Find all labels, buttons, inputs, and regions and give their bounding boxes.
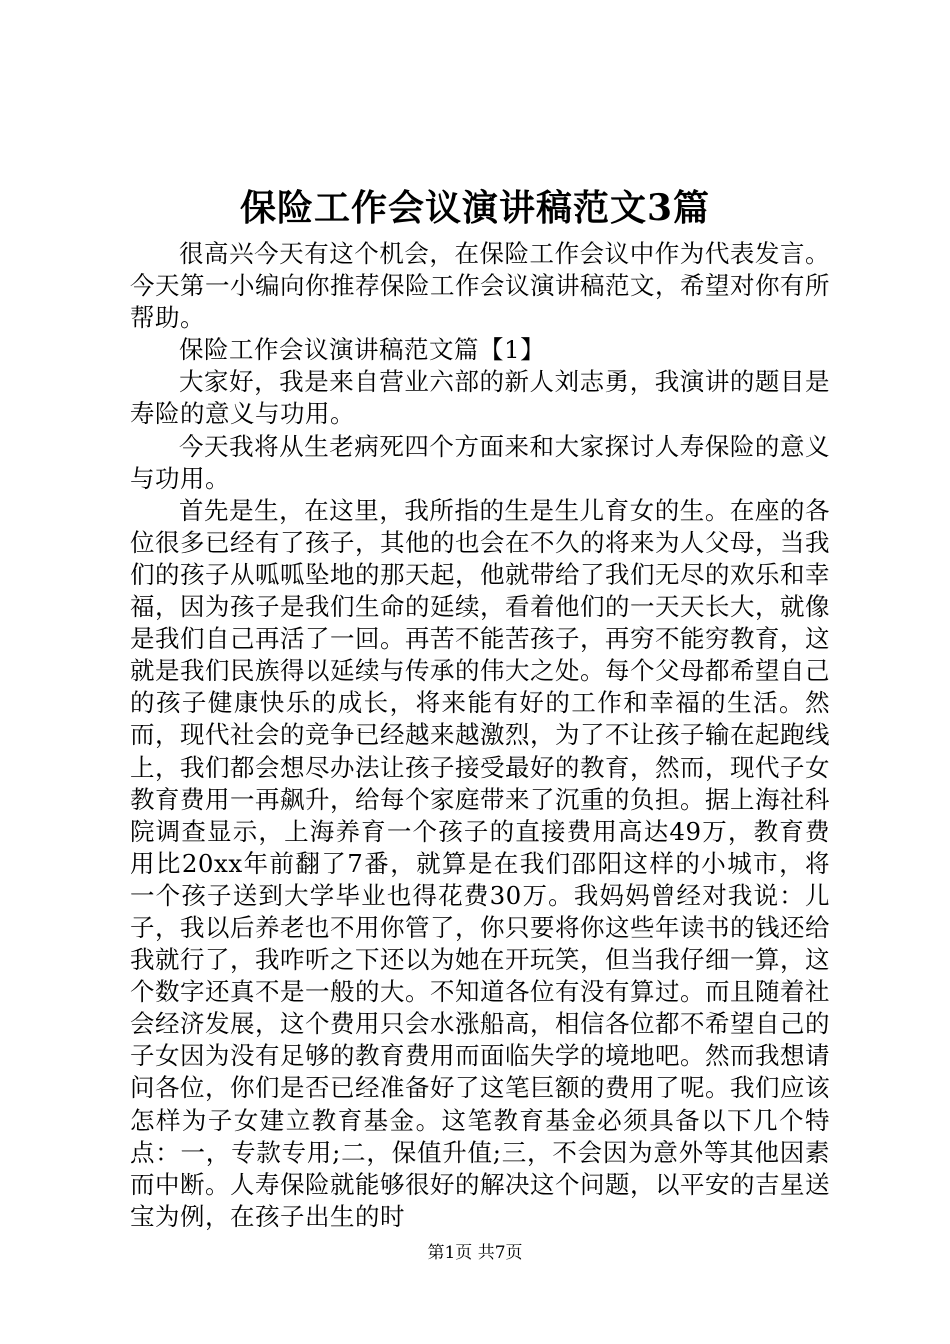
paragraph-topic: 今天我将从生老病死四个方面来和大家探讨人寿保险的意义与功用。 — [130, 431, 830, 493]
paragraph-greeting: 大家好，我是来自营业六部的新人刘志勇，我演讲的题目是寿险的意义与功用。 — [130, 367, 830, 429]
section-heading: 保险工作会议演讲稿范文篇【1】 — [179, 335, 546, 365]
paragraph-birth: 首先是生，在这里，我所指的生是生儿育女的生。在座的各位很多已经有了孩子，其他的也会在不久的将来为人父母，当我们的孩子从呱呱坠地的那天起，他就带给了我们无尽的欢乐和幸福，因为孩子是我们生命的延续，看着他们的一天天长大，就像是我们自己再活了一回。再苦不能苦孩子，再穷不能穷教育，这就是我们民族得以延续与传承的伟大之处。每个父母都希望自己的孩子健康快乐的成长，将来能有好的工作和幸福的生活。然而，现代社会的竞争已经越来越激烈，为了不让孩子输在起跑线上，我们都会想尽办法让孩子接受最好的教育，然而，现代子女教育费用一再飙升，给每个家庭带来了沉重的负担。据上海社科院调查显示，上海养育一个孩子的直接费用高达49万，教育费用比20xx年前翻了7番，就算是在我们邵阳这样的小城市，将一个孩子送到大学毕业也得花费30万。我妈妈曾经对我说：儿子，我以后养老也不用你管了，你只要将你这些年读书的钱还给我就行了，我咋听之下还以为她在开玩笑，但当我仔细一算，这个数字还真不是一般的大。不知道各位有没有算过。而且随着社会经济发展，这个费用只会水涨船高，相信各位都不希望自己的子女因为没有足够的教育费用而面临失学的境地吧。然而我想请问各位，你们是否已经准备好了这笔巨额的费用了呢。我们应该怎样为子女建立教育基金。这笔教育基金必须具备以下几个特点：一，专款专用;二，保值升值;三，不会因为意外等其他因素而中断。人寿保险就能够很好的解决这个问题，以平安的吉星送宝为例，在孩子出生的时 — [130, 495, 830, 1231]
document-body — [130, 238, 830, 1233]
document-title: 保险工作会议演讲稿范文3篇 — [239, 187, 711, 229]
paragraph-intro: 很高兴今天有这个机会，在保险工作会议中作为代表发言。今天第一小编向你推荐保险工作会议演讲稿范文，希望对你有所帮助。 — [130, 239, 830, 333]
page-footer: 第1页 共7页 — [427, 1243, 523, 1263]
